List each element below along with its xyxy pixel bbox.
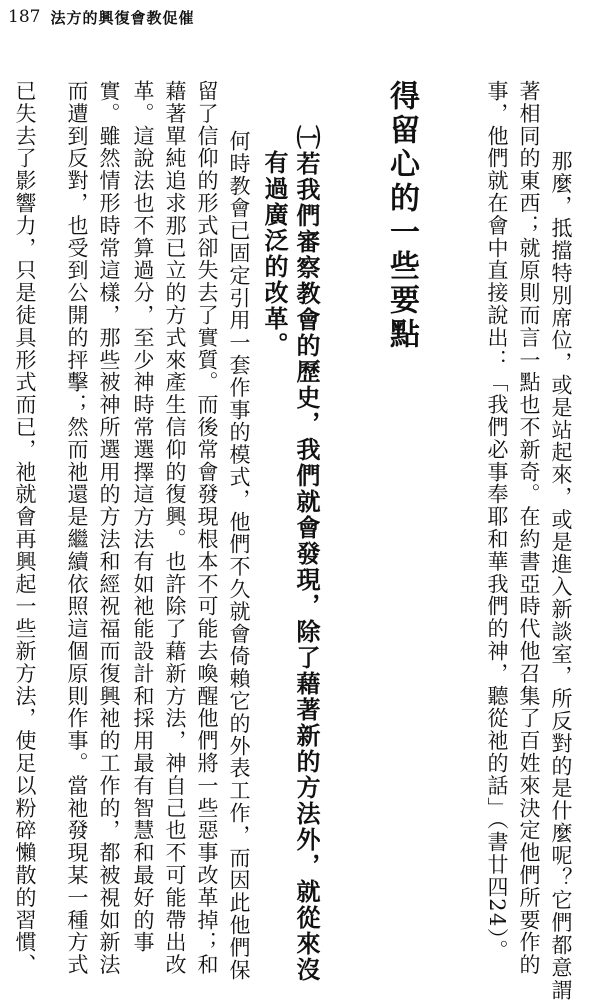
paragraph-column: 那麼，抵擋特別席位，或是站起來，或是進入新談室，所反對的是什麼呢？它們都意謂 xyxy=(549,150,573,1001)
paragraph-column: 何時教會已固定引用一套作事的模式，他們不久就會倚賴它的外表工作，而因此他們保 xyxy=(227,130,251,982)
paragraph-column: 事，他們就在會中直接說出：「我們必事奉耶和華我們的神，聽從祂的話」（書廿四24）。 xyxy=(485,80,509,963)
paragraph-column: 著相同的東西；就原則而言一點也不新奇。在約書亞時代他召集了百姓來決定他們所要作的 xyxy=(517,80,541,976)
paragraph-column: 實。雖然情形時常這樣，那些被神所選用的方法和經祝福而復興祂的工作的，都被視如新法 xyxy=(97,80,121,976)
page-number: 187 xyxy=(8,7,41,27)
section-heading: 得留心的一些要點 xyxy=(384,80,419,352)
subsection-heading: ㈠若我們審察教會的歷史，我們就會發現，除了藉著新的方法外，就從來沒 xyxy=(292,125,321,983)
page-header xyxy=(8,4,194,30)
paragraph-column: 革。這說法也不算過分，至少神時常選擇這方法有如祂能設計和採用最有智慧和最好的事 xyxy=(131,80,155,954)
paragraph-column: 而遭到反對，也受到公開的抨擊；然而祂還是繼續依照這個原則作事。當祂發現某一種方式 xyxy=(65,80,89,976)
subsection-heading-cont: 有過廣泛的改革。 xyxy=(260,150,289,358)
paragraph-column: 藉著單純追求那已立的方式來產生信仰的復興。也許除了藉新方法，神自己也不可能帶出改 xyxy=(163,80,187,976)
paragraph-column: 留了信仰的形式卻失去了實質。而後常會發現根本不可能去喚醒他們將一些惡事改革掉；和 xyxy=(195,80,219,976)
running-title: 法方的興復會教促催 xyxy=(50,8,195,27)
paragraph-column: 已失去了影響力，只是徒具形式而已，祂就會再興起一些新方法，使足以粉碎懶散的習慣、 xyxy=(13,80,37,976)
